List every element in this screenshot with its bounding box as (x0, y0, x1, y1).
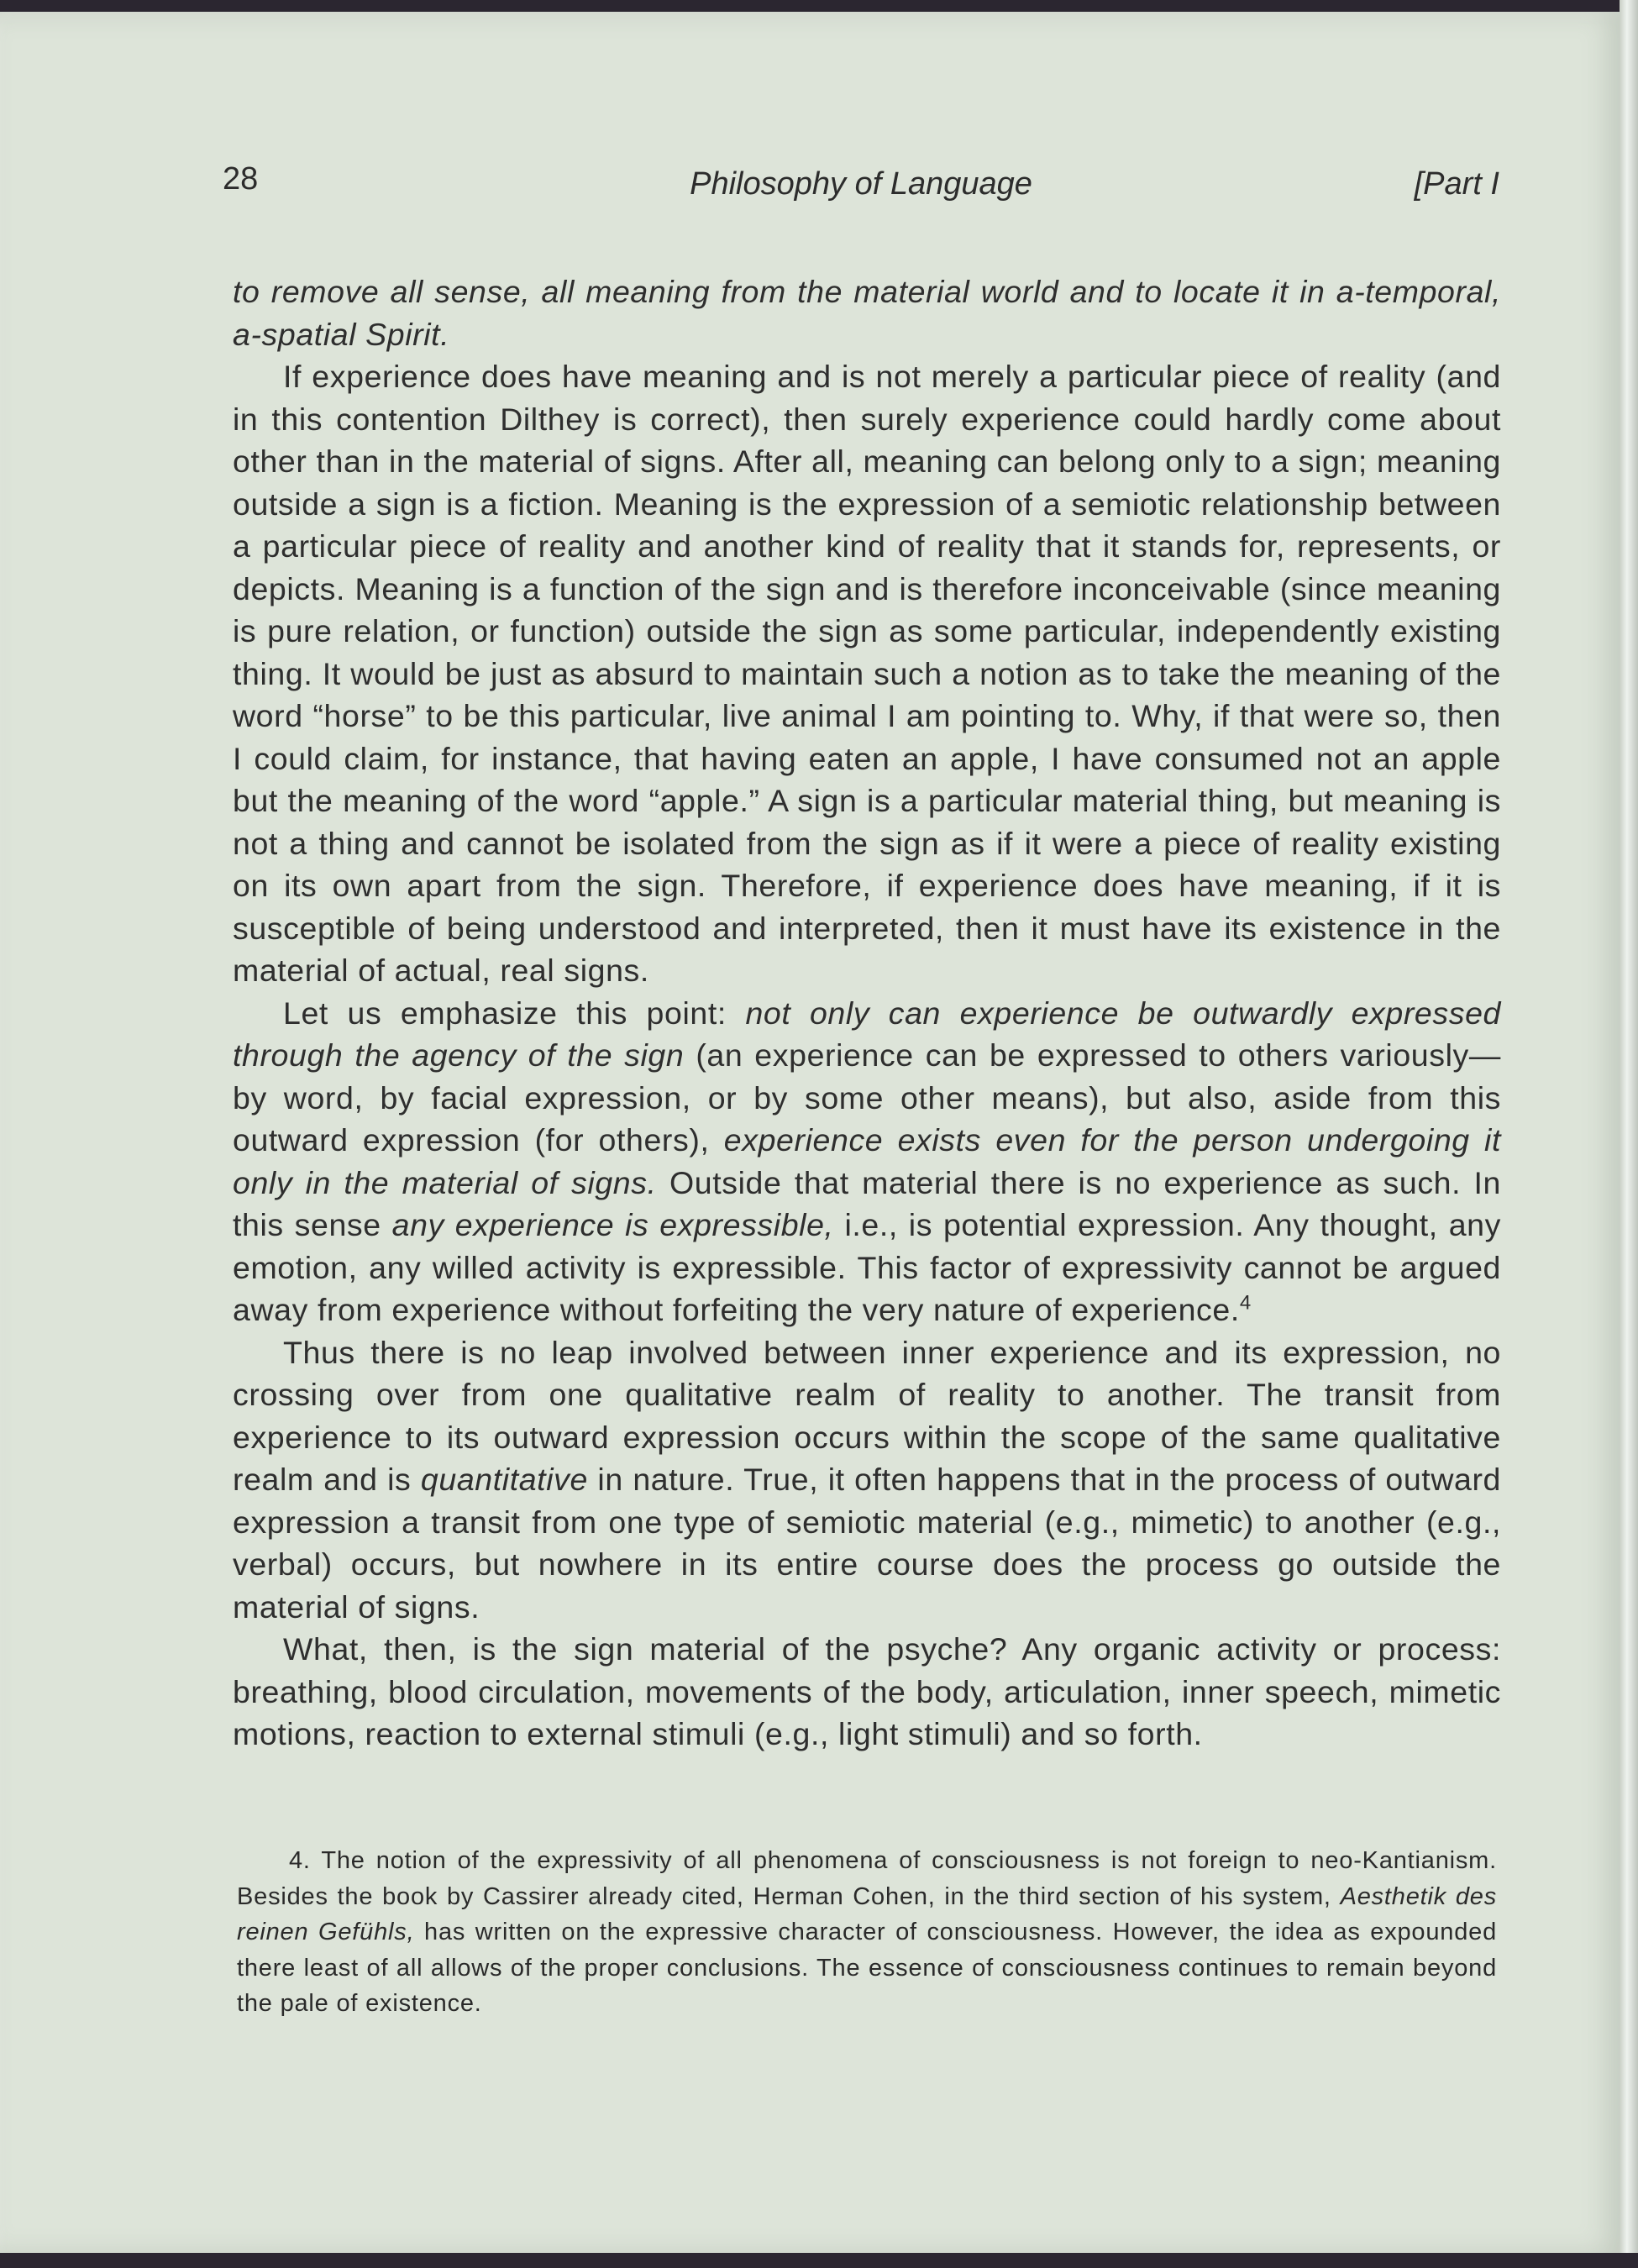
p3-text-e: Outside that material there is no experience as such. In this sense (233, 1164, 1501, 1242)
paragraph-2: If experience does have meaning and is not merely a particular piece of reality (and in this contention Dilthey is correct), then surely experience could hardly come about other than in the material of signs. After all, meaning can belong only to a sign; meaning outside a sign is a fiction. Meaning is the expression of a semiotic relationship between a particular piece of reality and another kind of reality that it stands for, represents, or depicts. Meaning is a function of the sign and is therefore inconceivable (since meaning is pure relation, or function) outside the sign as some particular, independently existing thing. It would be just as absurd to maintain such a notion as to take the meaning of the word “horse” to be this particular, live animal I am pointing to. Why, if that were so, then I could claim, for instance, that having eaten an apple, I have consumed not an apple but the meaning of the word “apple.” A sign is a particular material thing, but meaning is not a thing and cannot be isolated from the sign as if it were a piece of reality existing on its own apart from the sign. Therefore, if experience does have meaning, if it is susceptible of being understood and interpreted, then it must have its existence in the material of actual, real signs. (233, 359, 1501, 988)
book-page (0, 12, 1623, 2255)
page-number: 28 (223, 161, 259, 197)
p3-text-c: (an experience can be expressed to others variously— by word, by facial expression, or by some other means), but also, aside from this outward expression (for others), (233, 1037, 1501, 1158)
paragraph-1-italic: to remove all sense, all meaning from the material world and to locate it in a-temporal, a-spatial Spirit. (233, 274, 1501, 352)
paragraph-3 (233, 992, 1501, 1331)
footnote-reference: 4 (1239, 1291, 1252, 1315)
footnote-italic-title: Aesthetik des reinen Gefühls, (237, 1882, 1498, 1945)
p3-italic-b: not only can experience be outwardly expressed through the agency of the sign (233, 995, 1501, 1073)
p4-text-c: in nature. True, it often happens that in the process of outward expression a transit from one type of semiotic material (e.g., mimetic) to another (e.g., verbal) occurs, but nowhere in its entire course does the process go outside the material of signs. (233, 1462, 1501, 1625)
page-spine-edge (1620, 0, 1638, 2268)
running-header (223, 161, 1499, 212)
p3-text-g: i.e., is potential expression. Any thought, any emotion, any willed activity is expressible. This factor of expressivity cannot be argued away from experience without forfeiting the very nature of experience. (233, 1207, 1501, 1327)
footnote-text-c: has written on the expressive character of consciousness. However, the idea as expounded there least of all allows of the proper conclusions. The essence of consciousness continues to remain beyond the pale of existence. (237, 1919, 1497, 2017)
p4-italic-b: quantitative (420, 1462, 588, 1497)
p3-italic-f: any experience is expressible, (391, 1207, 834, 1242)
footnote-4 (237, 1843, 1497, 2022)
running-title: Philosophy of Language (690, 166, 1032, 202)
part-label: [Part I (1414, 166, 1499, 202)
scan-bottom-edge (0, 2253, 1638, 2268)
p3-text-a: Let us emphasize this point: (283, 995, 746, 1031)
p3-italic-d: experience exists even for the person undergoing it only in the material of signs. (233, 1122, 1501, 1200)
paragraph-5: What, then, is the sign material of the psyche? Any organic activity or process: breathing, blood circulation, movements of the body, articulation, inner speech, mimetic motions, reaction to external stimuli (e.g., light stimuli) and so forth. (233, 1631, 1501, 1751)
body-text (233, 270, 1501, 1756)
p4-text-a: Thus there is no leap involved between inner experience and its expression, no crossing over from one qualitative realm of reality to another. The transit from experience to its outward expression occurs within the scope of the same qualitative realm and is (233, 1334, 1501, 1497)
paragraph-4 (233, 1331, 1501, 1629)
paragraph-1 (233, 270, 1501, 355)
footnote-text-a: 4. The notion of the expressivity of all phenomena of consciousness is not foreign to neo-Kantianism. Besides the book by Cassirer already cited, Herman Cohen, in the third section of his system, (237, 1847, 1497, 1910)
